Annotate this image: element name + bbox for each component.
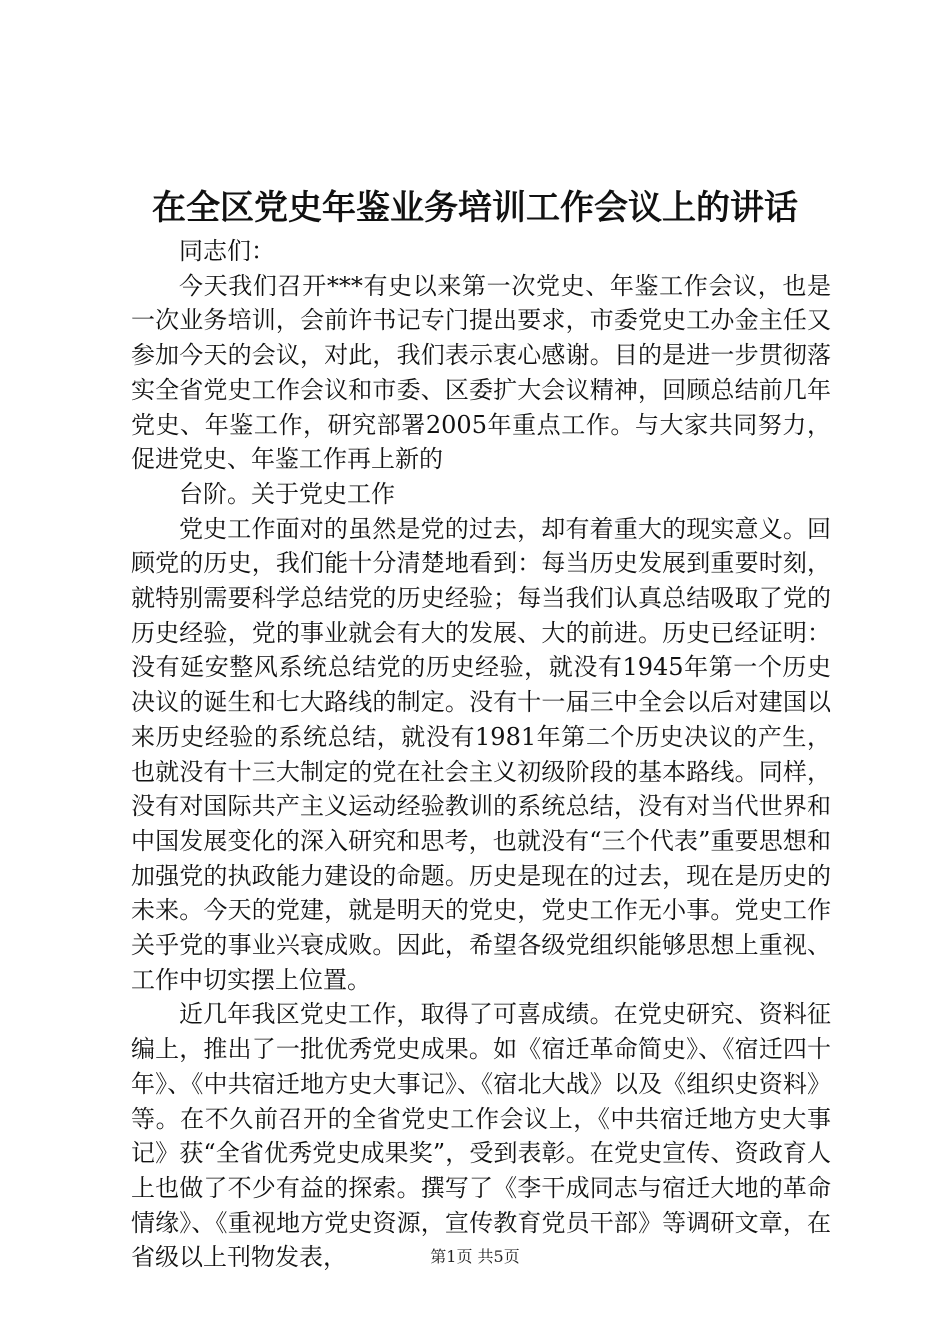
document-body (131, 234, 831, 1275)
body-paragraph: 党史工作面对的虽然是党的过去，却有着重大的现实意义。回顾党的历史，我们能十分清楚地看到：每当历史发展到重要时刻，就特别需要科学总结党的历史经验；每当我们认真总结吸取了党的历史经验，党的事业就会有大的发展、大的前进。历史已经证明：没有延安整风系统总结党的历史经验，就没有1945年第一个历史决议的诞生和七大路线的制定。没有十一届三中全会以后对建国以来历史经验的系统总结，就没有1981年第二个历史决议的产生，也就没有十三大制定的党在社会主义初级阶段的基本路线。同样，没有对国际共产主义运动经验教训的系统总结，没有对当代世界和中国发展变化的深入研究和思考，也就没有“三个代表”重要思想和加强党的执政能力建设的命题。历史是现在的过去，现在是历史的未来。今天的党建，就是明天的党史，党史工作无小事。党史工作关乎党的事业兴衰成败。因此，希望各级党组织能够思想上重视、工作中切实摆上位置。 (131, 514, 831, 994)
section-heading-paragraph: 台阶。关于党史工作 (179, 479, 395, 508)
body-paragraph: 近几年我区党史工作，取得了可喜成绩。在党史研究、资料征编上，推出了一批优秀党史成果。如《宿迁革命简史》、《宿迁四十年》、《中共宿迁地方史大事记》、《宿北大战》以及《组织史资料》等。在不久前召开的全省党史工作会议上，《中共宿迁地方史大事记》获“全省优秀党史成果奖”，受到表彰。在党史宣传、资政育人上也做了不少有益的探索。撰写了《李干成同志与宿迁大地的革命情缘》、《重视地方党史资源，宣传教育党员干部》等调研文章，在省级以上刊物发表， (131, 1000, 831, 1272)
page-number-footer: 第1页 共5页 (430, 1247, 520, 1266)
body-paragraph: 今天我们召开***有史以来第一次党史、年鉴工作会议，也是一次业务培训，会前许书记专门提出要求，市委党史工办金主任又参加今天的会议，对此，我们表示衷心感谢。目的是进一步贯彻落实全省党史工作会议和市委、区委扩大会议精神，回顾总结前几年党史、年鉴工作，研究部署2005年重点工作。与大家共同努力，促进党史、年鉴工作再上新的 (131, 271, 831, 474)
salutation-paragraph: 同志们： (179, 237, 275, 265)
document-title: 在全区党史年鉴业务培训工作会议上的讲话 (152, 188, 798, 228)
